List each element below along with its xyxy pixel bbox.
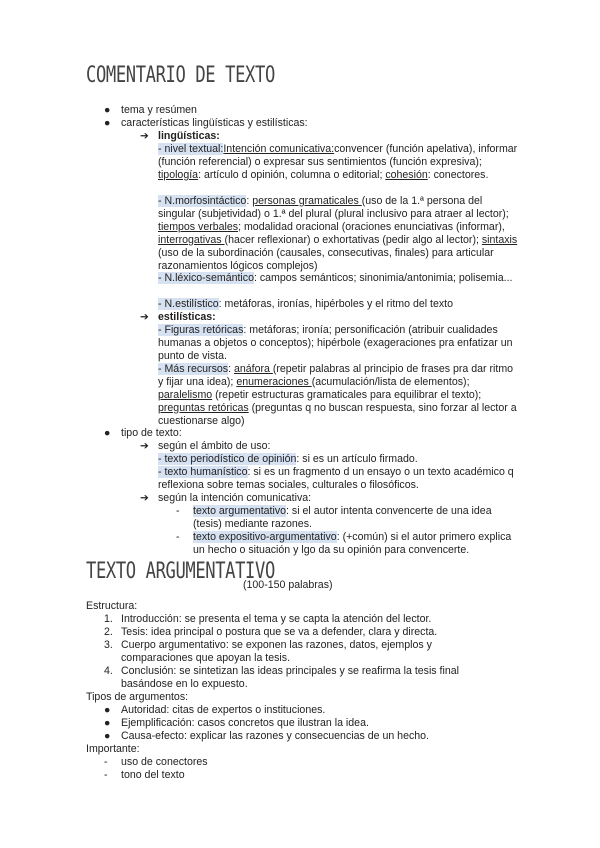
list-item: Ejemplificación: casos concretos que ilustran la idea. [121, 717, 369, 729]
list-item: características lingüísticas y estilísticas: [121, 117, 308, 129]
arrow-icon: ➔ [140, 440, 149, 452]
list-item: Tesis: idea principal o postura que se va a defender, clara y directa. [121, 626, 438, 638]
texto-humanistico: - texto humanístico: si es un fragmento d un ensayo o un texto académico q reflexiona sobre temas sociales, culturales o filosóficos. [158, 466, 514, 491]
list-item: Causa-efecto: explicar las razones y consecuencias de un hecho. [121, 730, 429, 742]
nivel-morfosintactico: - N.morfosintáctico: personas gramaticales (uso de la 1.ª persona del singular (subjetividad) o 1.ª del plural (plural inclusivo para atraer al lector); tiempos verbales; modalidad oracional (oraciones enunciativas (informar), interrogativas (hacer reflexionar) o exhortativas (pedir algo al lector); sintaxis (uso de la subordinación (causales, consecutivas, finales) para articular razonamientos lógicos complejos) [158, 195, 518, 272]
tipos-label: Tipos de argumentos: [86, 691, 189, 703]
texto-argumentativo: texto argumentativo: si el autor intenta convencerte de una idea (tesis) mediante razones. [193, 505, 492, 530]
list-number: 4. [104, 665, 113, 677]
bullet-icon: ● [104, 730, 111, 742]
texto-periodistico: - texto periodístico de opinión: si es un artículo firmado. [158, 453, 418, 465]
section-title: TEXTO ARGUMENTATIVO [86, 559, 275, 584]
list-item: Cuerpo argumentativo: se exponen las razones, datos, ejemplos y comparaciones que apoyan la tesis. [121, 639, 432, 664]
list-number: 3. [104, 639, 113, 651]
dash-icon: - [176, 505, 180, 517]
arrow-icon: ➔ [140, 130, 149, 142]
nivel-estilistico: - N.estilístico: metáforas, ironías, hipérboles y el ritmo del texto [158, 298, 453, 310]
list-item: tipo de texto: [121, 427, 182, 439]
page-title: COMENTARIO DE TEXTO [86, 63, 275, 88]
bullet-icon: ● [104, 104, 111, 116]
list-number: 1. [104, 613, 113, 625]
bullet-icon: ● [104, 117, 111, 129]
importante-label: Importante: [86, 743, 140, 755]
estructura-label: Estructura: [86, 600, 138, 612]
subheading-linguisticas: lingüísticas: [158, 130, 220, 142]
bullet-icon: ● [104, 717, 111, 729]
bullet-icon: ● [104, 427, 111, 439]
nivel-textual: - nivel textual:Intención comunicativa:convencer (función apelativa), informar (función referencial) o expresar sus sentimientos (función expresiva); tipología: artículo d opinión, columna o editorial; cohesión: conectores. [158, 143, 518, 181]
dash-icon: - [104, 756, 108, 768]
list-item: Introducción: se presenta el tema y se capta la atención del lector. [121, 613, 432, 625]
section-note: (100-150 palabras) [243, 579, 333, 591]
list-item: tono del texto [121, 769, 185, 781]
list-item: Autoridad: citas de expertos o instituciones. [121, 704, 326, 716]
nivel-lexico: - N.léxico-semántico: campos semánticos; sinonimia/antonimia; polisemia... [158, 272, 513, 284]
label: - nivel textual: [158, 143, 224, 155]
mas-recursos: - Más recursos: anáfora (repetir palabras al principio de frases pra dar ritmo y fijar una idea); enumeraciones (acumulación/lista de elementos); paralelismo (repetir estructuras gramaticales para equilibrar el texto); preguntas retóricas (preguntas q no buscan respuesta, sino forzar al lector a cuestionarse algo) [158, 363, 517, 427]
subheading-ambito: según el ámbito de uso: [158, 440, 271, 452]
arrow-icon: ➔ [140, 492, 149, 504]
dash-icon: - [176, 531, 180, 543]
list-item: Conclusión: se sintetizan las ideas principales y se reafirma la tesis final basándose en lo expuesto. [121, 665, 459, 690]
dash-icon: - [104, 769, 108, 781]
list-item: tema y resúmen [121, 104, 197, 116]
bullet-icon: ● [104, 704, 111, 716]
arrow-icon: ➔ [140, 311, 149, 323]
texto-expositivo: texto expositivo-argumentativo: (+común) si el autor primero explica un hecho o situación y lgo da su opinión para convencerte. [193, 531, 512, 556]
list-item: uso de conectores [121, 756, 208, 768]
subheading-estilisticas: estilísticas: [158, 311, 216, 323]
figuras-retoricas: - Figuras retóricas: metáforas; ironía; personificación (atribuir cualidades humanas a objetos o conceptos); hipérbole (exageraciones pra enfatizar un punto de vista. [158, 324, 513, 362]
subheading-intencion: según la intención comunicativa: [158, 492, 312, 504]
list-number: 2. [104, 626, 113, 638]
